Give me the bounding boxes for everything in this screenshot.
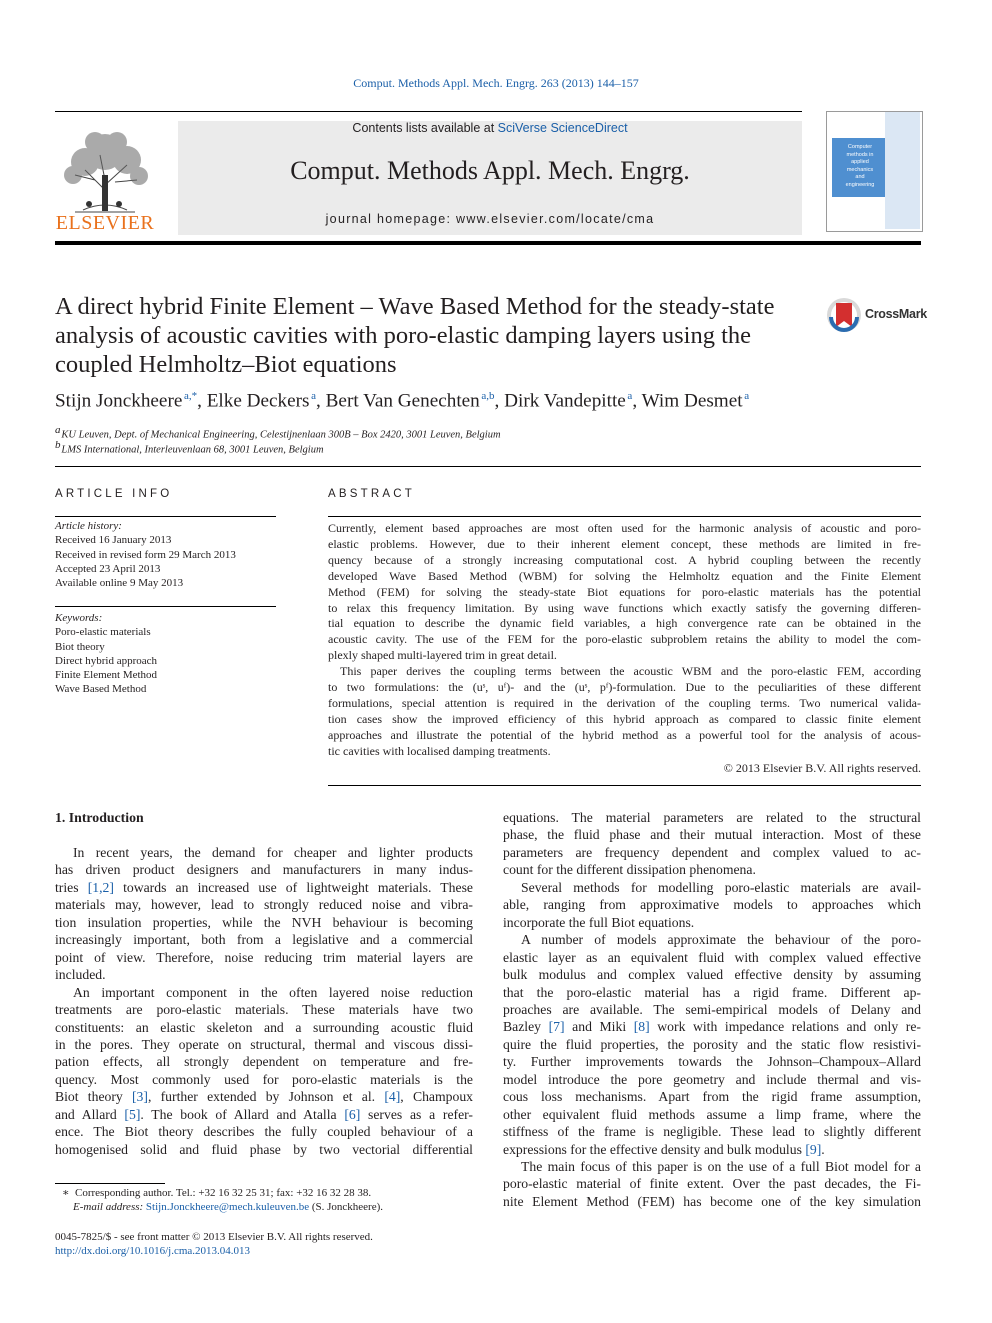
body-line: Biot theory [3], further extended by Johnson et al. [4], Champoux [55,1089,474,1105]
abstract-line: elastic problems. However, due to their inherent element concept, these methods are limited in fre- [328,536,921,551]
abstract-rule [328,785,921,786]
body-line: The main focus of this paper is on the use of a full Biot model for a [521,1159,921,1174]
abstract-line: to relax this frequency limitation. By using wave functions which exactly satisfy the governing differen- [328,600,921,615]
body-line: included. [55,967,106,983]
corresponding-author-note: ∗ Corresponding author. Tel.: +32 16 32 25 31; fax: +32 16 32 28 38. [62,1187,372,1199]
body-line: pation effects, all strongly dependent on temperature and fre- [55,1054,473,1070]
abstract-line: Method (FEM) for solving the steady-state Biot equations for poro-elastic materials has the potential [328,584,921,599]
body-line: constituents: an elastic skeleton and a surrounding acoustic fluid [55,1019,473,1035]
abstract-rule [328,516,921,517]
body-line: nite Element Method (FEM) has become one of the key simulation [503,1193,921,1209]
citation-ref[interactable]: [3] [132,1089,148,1105]
body-line: proaches are available. The semi-empirical models of Delany and [503,1001,921,1017]
abstract-line: acoustic cavity. The use of the FEM for the poro-elastic subproblem retains the ability to model the com- [328,632,921,647]
body-line: ence. The Biot theory describes the fully coupled behaviour of a [55,1124,473,1140]
body-line: tion insulation properties, while the NVH behaviour is becoming [55,914,473,930]
abstract-heading: ABSTRACT [328,488,415,500]
journal-citation[interactable]: Comput. Methods Appl. Mech. Engrg. 263 (2013) 144–157 [353,76,639,90]
journal-name: Comput. Methods Appl. Mech. Engrg. [290,156,690,185]
citation-ref[interactable]: [4] [384,1089,401,1105]
article-info-heading: ARTICLE INFO [55,488,173,500]
body-line: model introduce the pore geometry and include thermal and vis- [503,1071,921,1087]
body-line: quire the fluid properties, the porosity and the static flow resistivi- [503,1036,921,1052]
body-line: point of view. Therefore, noise reducing trim material layers are [55,949,473,965]
author-affiliation-sup[interactable]: a [744,390,750,402]
body-line: equations. The material parameters are related to the structural [503,810,921,825]
body-line: stiffness of the frame is negligible. These lead to slightly different [503,1124,921,1140]
keyword: Biot theory [55,640,105,653]
body-line: able, ranging from approximative models to approaches which [503,897,921,913]
abstract-line: plexly shaped multi-layered trim in great detail. [328,648,557,663]
body-line: expressions for the effective density and bulk modulus [9]. [503,1141,825,1157]
abstract-line: to two formulations: the (uˢ, uᶠ)- and the (uˢ, pᶠ)-formulation. Due to the peculiarities of these different [328,680,921,694]
keyword: Finite Element Method [55,669,158,682]
elsevier-wordmark: ELSEVIER [55,212,155,234]
abstract-line: approaches and illustrate the potential of the hybrid method as a powerful tool for the analysis of acous- [328,727,921,742]
body-line: and Allard [5]. The book of Allard and Atalla [6] serves as a refer- [55,1106,473,1122]
sciencedirect-link[interactable]: SciVerse ScienceDirect [497,121,628,135]
author-name[interactable]: Bert Van Genechten [325,390,480,412]
article-history: Article history: Received 16 January 2013 Received in revised form 29 March 2013 Accepted 23 April 2013 Available online 9 May 2013 [55,520,236,590]
author-name[interactable]: Dirk Vandepitte [504,390,626,412]
body-line: parameters are frequency dependent and complex valued to ac- [503,844,921,860]
affiliation: $^a$ KU Leuven, Dept. of Mechanical Engineering, Celestijnenlaan 300B – Box 2420, 3001 Leuven, Belgium [55,424,501,441]
body-line: that the poro-elastic material has a rigid frame. Different ap- [503,984,921,1000]
body-line: increasingly important, both from a legislative and a commercial [55,932,473,948]
body-line: An important component in the often layered noise reduction [73,984,473,1000]
body-line: homogenised solid and fluid phase by two vectorial differential [55,1141,473,1157]
body-line: materials may, however, lead to strongly reduced noise and vibra- [55,897,473,913]
author-affiliation-sup[interactable]: a [311,390,317,402]
citation-ref[interactable]: [7] [548,1019,565,1035]
contents-prefix: Contents lists available at [352,121,498,135]
crossmark-badge[interactable] [826,297,926,335]
body-line: Several methods for modelling poro-elastic materials are avail- [521,879,921,895]
abstract-line: quency because of a strongly increasing computational cost. A hybrid coupling between the recently [328,552,921,567]
abstract-line: developed Wave Based Method (WBM) for solving the Helmholtz equation and the Finite Element [328,568,921,583]
author-email-link[interactable]: Stijn.Jonckheere@mech.kuleuven.be [145,1201,310,1213]
header-thick-rule [55,241,921,245]
body-line: bulk modulus and complex valued effective density by assuming [503,967,921,983]
citation-ref[interactable]: [1,2] [87,879,114,895]
abstract-line: This paper derives the coupling terms between the acoustic WBM and the poro-elastic FEM, according [340,664,921,679]
body-line: In recent years, the demand for cheaper and lighter products [73,845,473,860]
article-info-rule [55,516,276,517]
cover-title-text: Computer methods in applied mechanics and engineering [845,144,875,188]
affiliation: $^b$ LMS International, Interleuvenlaan 68, 3001 Leuven, Belgium [55,439,324,456]
crossmark-icon [826,297,862,333]
keyword: Wave Based Method [55,683,147,696]
body-line: A number of models approximate the behaviour of the poro- [521,932,921,948]
author-name[interactable]: Elke Deckers [206,390,310,412]
abstract-line: Currently, element based approaches are most often used for the harmonic analysis of acoustic and poro- [328,521,921,535]
body-line: incorporate the full Biot equations. [503,914,695,930]
contents-availability [178,121,802,135]
journal-homepage[interactable]: journal homepage: www.elsevier.com/locate/cma [325,212,655,226]
abstract-line: tic cavities with localised damping treatments. [328,743,551,758]
section-heading-introduction: 1. Introduction [55,810,144,825]
email-note: E-mail address: Stijn.Jonckheere@mech.kuleuven.be (S. Jonckheere). [73,1201,384,1213]
citation-ref[interactable]: [5] [124,1106,141,1122]
citation-ref[interactable]: [8] [633,1019,650,1035]
body-line: cous loss mechanisms. Apart from the rigid frame assumption, [503,1089,921,1105]
doi-link[interactable]: http://dx.doi.org/10.1016/j.cma.2013.04.013 [55,1245,251,1257]
footnote-rule [55,1183,165,1184]
keyword: Poro-elastic materials [55,626,151,639]
affiliation-rule [55,466,921,467]
body-line: quency. Most commonly used for poro-elastic materials is the [55,1071,473,1087]
citation-ref[interactable]: [9] [805,1141,822,1157]
copyright-notice: © 2013 Elsevier B.V. All rights reserved. [723,761,921,775]
issn-line: 0045-7825/$ - see front matter © 2013 Elsevier B.V. All rights reserved. [55,1231,373,1243]
author-affiliation-sup[interactable]: a [627,390,633,402]
crossmark-label: CrossMark [865,307,927,321]
body-line: Bazley [7] and Miki [8] work with impedance relations and only re- [503,1019,921,1035]
keyword: Direct hybrid approach [55,654,158,667]
header-rule [55,111,802,112]
cover-side-panel [885,112,920,229]
body-line: tries [1,2] towards an increased use of lightweight materials. These [55,879,473,895]
citation-ref[interactable]: [6] [344,1106,361,1122]
body-line: other equivalent fluid methods assume a limp frame, where the [503,1106,921,1122]
body-line: elastic layer as an equivalent fluid with complex valued effective [503,949,921,965]
abstract-line: tion cases show the improved efficiency of this hybrid approach as compared to classic finite element [328,711,921,726]
author-list: Stijn Jonckheere $^{a,*}$, Elke Deckers $^a$, Bert Van Genechten $^{a,b}$, Dirk Vandepitte $^a$, Wim Desmet $^a$ [55,390,750,412]
keywords-list: Keywords: Poro-elastic materials Biot theory Direct hybrid approach Finite Element Method Wave Based Method [55,611,276,697]
author-name[interactable]: Stijn Jonckheere [55,390,183,412]
body-line: has driven product designers and manufacturers in many indus- [55,862,473,878]
body-line: treatments are poro-elastic materials. These materials have two [55,1002,473,1018]
abstract-line: tial equation to describe the dynamic field variables, a high convergence rate can be obtained in the [328,616,921,631]
author-affiliation-sup[interactable]: a,* [183,390,198,402]
author-name[interactable]: Wim Desmet [641,390,743,412]
body-line: count for the different dissipation phenomena. [503,862,756,878]
body-line: phase, the fluid phase and their mutual interaction. Most of these [503,827,921,843]
body-line: ty. Further improvements towards the Johnson–Champoux–Allard [503,1054,921,1070]
author-affiliation-sup[interactable]: a,b [481,390,495,402]
body-line: in the pores. They operate on structural, thermal and viscous dissi- [55,1036,473,1052]
paper-title: A direct hybrid Finite Element – Wave Based Method for the steady-state analysis of acoustic cavities with poro-elastic damping layers using the coupled Helmholtz–Biot equations [55,293,775,378]
body-line: poro-elastic material of finite extent. Over the past decades, the Fi- [503,1176,921,1192]
article-info-rule [55,606,276,607]
abstract-line: formulations, special attention is required in the derivation of the coupling terms. Two numerical valida- [328,695,921,710]
